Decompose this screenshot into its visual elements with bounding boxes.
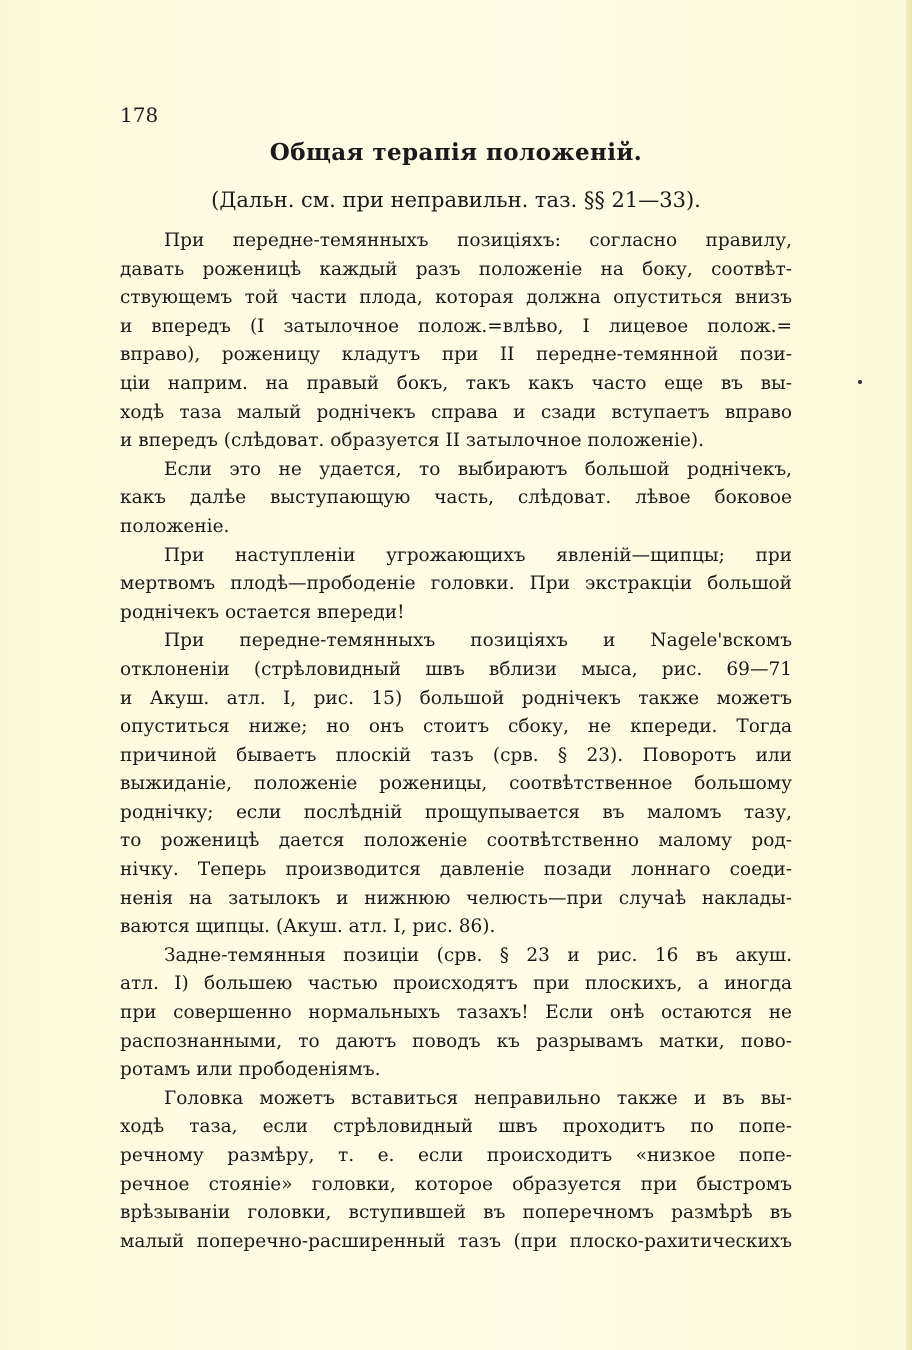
text-line: Головка можетъ вставиться неправильно также и въ вы- <box>164 1087 792 1109</box>
text-line: роднічекъ остается впереди! <box>120 601 405 623</box>
text-line: и впередъ (слѣдоват. образуется II затылочное положеніе). <box>120 430 705 452</box>
text-line: мертвомъ плодѣ—прободеніе головки. При экстракціи большой <box>120 573 792 595</box>
text-line: ціи наприм. на правый бокъ, такъ какъ часто еще въ вы- <box>120 372 792 394</box>
text-line: нічку. Теперь производится давленіе позади лоннаго соеди- <box>120 859 792 881</box>
section-subheading: (Дальн. см. при неправильн. таз. §§ 21—33). <box>211 188 701 212</box>
text-line: речному размѣру, т. е. если происходитъ «низкое попе- <box>120 1145 792 1166</box>
text-line: ротамъ или прободеніямъ. <box>120 1059 381 1081</box>
margin-speck <box>858 380 862 384</box>
text-line: роднічку; если послѣдній прощупывается въ маломъ тазу, <box>120 801 792 823</box>
text-line: распознанными, то даютъ поводъ къ разрывамъ матки, пово- <box>120 1030 792 1052</box>
text-line: причиной бываетъ плоскій тазъ (срв. § 23). Поворотъ или <box>120 744 792 766</box>
text-line: ваются щипцы. (Акуш. атл. I, рис. 86). <box>120 916 496 938</box>
text-line: вправо), роженицу кладутъ при II передне-темянной пози- <box>120 344 792 366</box>
section-heading: Общая терапія положеній. <box>269 139 643 166</box>
text-line: Если это не удается, то выбираютъ большой роднічекъ, <box>164 458 792 480</box>
body-text <box>120 227 792 1256</box>
text-line: то роженицѣ дается положеніе соотвѣтственно малому род- <box>120 830 792 852</box>
text-line: ходѣ таза, если стрѣловидный швъ проходитъ по попе- <box>120 1116 792 1138</box>
text-line: положеніе. <box>120 515 230 537</box>
text-line: ходѣ таза малый роднічекъ справа и сзади вступаетъ вправо <box>120 401 792 423</box>
text-line: При наступленіи угрожающихъ явленій—щипцы; при <box>164 544 792 566</box>
text-line: малый поперечно-расширенный тазъ (при плоско-рахитическихъ <box>120 1230 792 1252</box>
text-line: атл. I) большею частью происходятъ при плоскихъ, а иногда <box>120 973 792 995</box>
text-line: давать роженицѣ каждый разъ положеніе на боку, соотвѣт- <box>120 258 792 280</box>
text-line: выжиданіе, положеніе роженицы, соотвѣтственное большому <box>120 773 792 795</box>
text-line: при совершенно нормальныхъ тазахъ! Если онѣ остаются не <box>120 1002 792 1024</box>
page-number: 178 <box>120 103 159 127</box>
text-line: опуститься ниже; но онъ стоитъ сбоку, не кпереди. Тогда <box>120 716 792 738</box>
text-line: и Акуш. атл. I, рис. 15) большой роднічекъ также можетъ <box>120 687 792 709</box>
text-line: При передне-темянныхъ позиціяхъ: согласно правилу, <box>164 230 792 251</box>
text-line: При передне-темянныхъ позиціяхъ и Nagele'вскомъ <box>164 630 792 652</box>
text-line: ствующемъ той части плода, которая должна опуститься внизъ <box>120 287 792 309</box>
text-line: врѣзываніи головки, вступившей въ поперечномъ размѣрѣ въ <box>120 1202 792 1224</box>
text-line: ненія на затылокъ и нижнюю челюсть—при случаѣ наклады- <box>120 887 792 909</box>
text-line: какъ далѣе выступающую часть, слѣдоват. лѣвое боковое <box>120 487 792 509</box>
text-line: речное стояніе» головки, которое образуется при быстромъ <box>120 1173 792 1195</box>
text-line: Задне-темянныя позиціи (срв. § 23 и рис. 16 въ акуш. <box>164 944 792 966</box>
text-line: отклоненіи (стрѣловидный швъ вблизи мыса, рис. 69—71 <box>120 658 792 680</box>
text-line: и впередъ (I затылочное полож.=влѣво, I лицевое полож.= <box>120 315 792 337</box>
